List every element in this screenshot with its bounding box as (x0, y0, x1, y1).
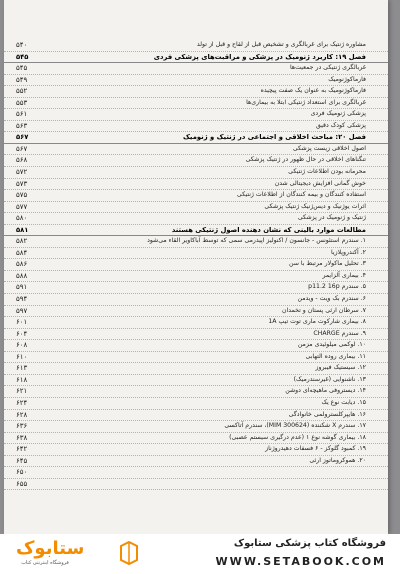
toc-entry (4, 190, 388, 202)
toc-entry-title: تنگناهای اخلاقی در حال ظهور در ژنتیک پزشکی (245, 156, 366, 164)
toc-entry-title: ۱۴. دیستروفی ماهیچه‌ای دوشن (285, 387, 366, 395)
toc-entry (4, 144, 388, 156)
toc-page-number: ۵۶۸ (16, 156, 28, 165)
toc-page-number: ۵۵۲ (16, 87, 28, 96)
toc-entry-title: محرمانه بودن اطلاعات ژنتیکی (288, 168, 366, 176)
toc-page-number: ۵۴۵ (16, 64, 28, 73)
toc-entry (4, 433, 388, 445)
toc-entry-title: ۱۶. هایپرکلسترولمی خانوادگی (288, 410, 366, 418)
toc-chapter-heading (4, 225, 388, 237)
toc-entry (4, 248, 388, 260)
logo-subtitle: فروشگاه اینترنتی کتاب (21, 560, 69, 566)
toc-entry (4, 386, 388, 398)
store-footer (0, 534, 400, 574)
toc-page-number: ۵۶۱ (16, 110, 28, 119)
toc-entry-title: ۱۵. دیابت نوع یک (321, 398, 366, 406)
toc-entry (4, 479, 388, 491)
toc-page-number: ۵۸۴ (16, 248, 28, 257)
toc-entry (4, 259, 388, 271)
toc-page-number: ۵۴۰ (16, 41, 28, 49)
toc-entry-title: فارماکوژنومیک به عنوان یک صفت پیچیده (260, 87, 366, 95)
toc-page-number: ۵۴۵ (16, 52, 29, 61)
toc-entry-title: ۸. بیماری شارکوت ماری توت تیپ 1A (268, 318, 366, 326)
toc-entry (4, 121, 388, 133)
toc-page-number: ۶۰۸ (16, 341, 28, 350)
toc-entry-title: استفاده کنندگان و بیمه کنندگان از اطلاعات ژنتیکی (236, 191, 366, 199)
toc-entry (4, 236, 388, 248)
book-page (4, 0, 388, 534)
toc-entry-title: ۳. تحلیل ماکولار مرتبط با سن (289, 260, 366, 268)
toc-page-number: ۶۰۴ (16, 329, 28, 338)
book-emblem-icon (118, 540, 140, 566)
toc-page-number: ۵۶۷ (16, 144, 28, 153)
store-url-link[interactable]: WWW.SETABOOK.COM (215, 555, 386, 568)
toc-entry-title: ۱۱. بیماری روده التهابی (305, 352, 366, 360)
toc-page-number: ۶۲۴ (16, 398, 28, 407)
toc-entry (4, 86, 388, 98)
toc-entry-title: ۱۰. لوکمی میلوئیدی مزمن (297, 341, 366, 349)
toc-page-number: ۵۸۶ (16, 260, 28, 269)
toc-page-number: ۵۸۲ (16, 237, 28, 246)
toc-entry-title: ۷. سرطان ارثی پستان و تخمدان (282, 306, 366, 314)
toc-entry-title: فارماکوژنومیک (328, 75, 366, 83)
toc-entry-title: ۱. سندرم استئونس - جانسون / اکنولیز اپیدرمی سمی که توسط آباکاویر القاء می‌شود (147, 237, 366, 245)
toc-entry (4, 306, 388, 318)
toc-entry (4, 398, 388, 410)
toc-entry-title: ژنتیک و ژنومیک در پزشکی (297, 214, 366, 222)
toc-page-number: ۵۹۴ (16, 295, 28, 304)
toc-entry (4, 363, 388, 375)
toc-entry-title: ۱۹. کمبود گلوکز - ۶ فسفات دهیدروژناز (265, 445, 366, 453)
toc-entry-title: اصول اخلاقی زیست پزشکی (292, 144, 366, 152)
toc-entry (4, 155, 388, 167)
toc-page-number: ۵۴۹ (16, 75, 28, 84)
toc-page-number: ۵۷۷ (16, 202, 28, 211)
toc-page-number: ۵۹۷ (16, 306, 28, 315)
toc-entry (4, 456, 388, 468)
toc-entry-title: فصل ۱۹: کاربرد ژنومیک در پزشکی و مراقبت‌های پزشکی فردی (153, 52, 366, 61)
toc-entry-title: پزشکی ژنومیک فردی (310, 110, 366, 118)
toc-page-number: ۵۷۵ (16, 191, 28, 200)
toc-page-number: ۶۴۵ (16, 456, 28, 465)
toc-entry (4, 40, 388, 52)
toc-entry (4, 340, 388, 352)
table-of-contents (4, 40, 388, 490)
toc-entry-title: ۱۷. سندرم X شکننده (MIM 300624)، سندرم آتاکسی (224, 422, 366, 430)
toc-entry (4, 109, 388, 121)
toc-entry (4, 213, 388, 225)
toc-entry-title: ۶. سندرم بک ویت - ویدمن (297, 295, 366, 303)
toc-page-number: ۶۱۸ (16, 375, 28, 384)
toc-page-number: ۶۳۸ (16, 433, 28, 442)
toc-entry-title: ۲۰. هموکروماتوز ارثی (309, 456, 366, 464)
toc-page-number: ۵۸۸ (16, 271, 28, 280)
toc-entry (4, 375, 388, 387)
toc-entry-title: غربالگری برای استعداد ژنتیکی ابتلا به بیماری‌ها (246, 98, 366, 106)
toc-entry-title: ۱۸. بیماری گوشه نوع ۱ (عدم درگیری سیستم عصبی) (229, 433, 366, 441)
toc-entry (4, 98, 388, 110)
toc-page-number: ۶۳۶ (16, 422, 28, 431)
toc-page-number: ۵۸۱ (16, 225, 29, 234)
toc-page-number: ۶۱۰ (16, 352, 28, 361)
store-name: فروشگاه کتاب پزشکی ستابوک (233, 538, 386, 549)
toc-entry-title: پزشکی کودک دقیق (315, 121, 366, 129)
toc-page-number: ۵۵۳ (16, 98, 28, 107)
toc-page-number: ۶۵۰ (16, 468, 28, 477)
toc-page-number: ۶۵۵ (16, 479, 28, 488)
toc-page-number: ۵۶۷ (16, 133, 29, 142)
toc-entry (4, 410, 388, 422)
toc-entry (4, 467, 388, 479)
toc-page-number: ۶۴۲ (16, 445, 28, 454)
toc-entry (4, 444, 388, 456)
toc-page-number: ۵۷۳ (16, 179, 28, 188)
toc-entry-title: ۱۲. سیستیک فیبروز (315, 364, 366, 372)
toc-entry-title: ۴. بیماری آلزایمر (322, 271, 366, 279)
toc-page-number: ۵۹۱ (16, 283, 28, 292)
toc-entry-title: مطالعات موارد بالینی که نشان دهنده اصول ژنتیکی هستند (171, 225, 366, 234)
toc-page-number: ۶۰۱ (16, 318, 28, 327)
toc-entry (4, 294, 388, 306)
toc-page-number: ۵۷۲ (16, 168, 28, 177)
toc-entry (4, 421, 388, 433)
toc-chapter-heading (4, 132, 388, 144)
toc-entry (4, 179, 388, 191)
toc-entry-title: غربالگری ژنتیکی در جمعیت‌ها (290, 64, 366, 72)
logo-wordmark: ستابوک (16, 538, 85, 559)
toc-entry (4, 329, 388, 341)
toc-entry (4, 271, 388, 283)
toc-page-number: ۶۱۳ (16, 364, 28, 373)
toc-chapter-heading (4, 52, 388, 64)
toc-entry (4, 75, 388, 87)
toc-page-number: ۵۶۳ (16, 121, 28, 130)
store-logo[interactable] (6, 538, 85, 568)
toc-entry-title: فصل ۲۰: مباحث اخلاقی و اجتماعی در ژنتیک و ژنومیک (182, 133, 366, 142)
toc-entry (4, 352, 388, 364)
toc-entry (4, 317, 388, 329)
toc-entry (4, 282, 388, 294)
toc-entry-title: ۵. سندرم p11.2 16p (308, 283, 366, 291)
toc-page-number: ۵۸۰ (16, 214, 28, 223)
toc-entry-title: ۹. سندرم CHARGE (313, 329, 366, 337)
toc-entry (4, 167, 388, 179)
toc-entry-title: خوش‌ گمانی افزایش دیجیتالی شدن (274, 179, 366, 187)
toc-entry-title: مشاوره ژنتیک برای غربالگری و تشخیص قبل از لقاح و قبل از تولد (196, 41, 366, 48)
toc-entry-title: ۱۳. ناشنوایی (غیرسندرمیک) (293, 375, 366, 383)
toc-entry-title: ۲. آکندروپلازیا (330, 248, 366, 256)
toc-entry-title: اثرات یوژنیک و دیس‌ژنیک ژنتیک پزشکی (264, 202, 366, 210)
toc-entry (4, 63, 388, 75)
toc-entry (4, 202, 388, 214)
toc-page-number: ۶۲۸ (16, 410, 28, 419)
toc-page-number: ۶۲۱ (16, 387, 28, 396)
